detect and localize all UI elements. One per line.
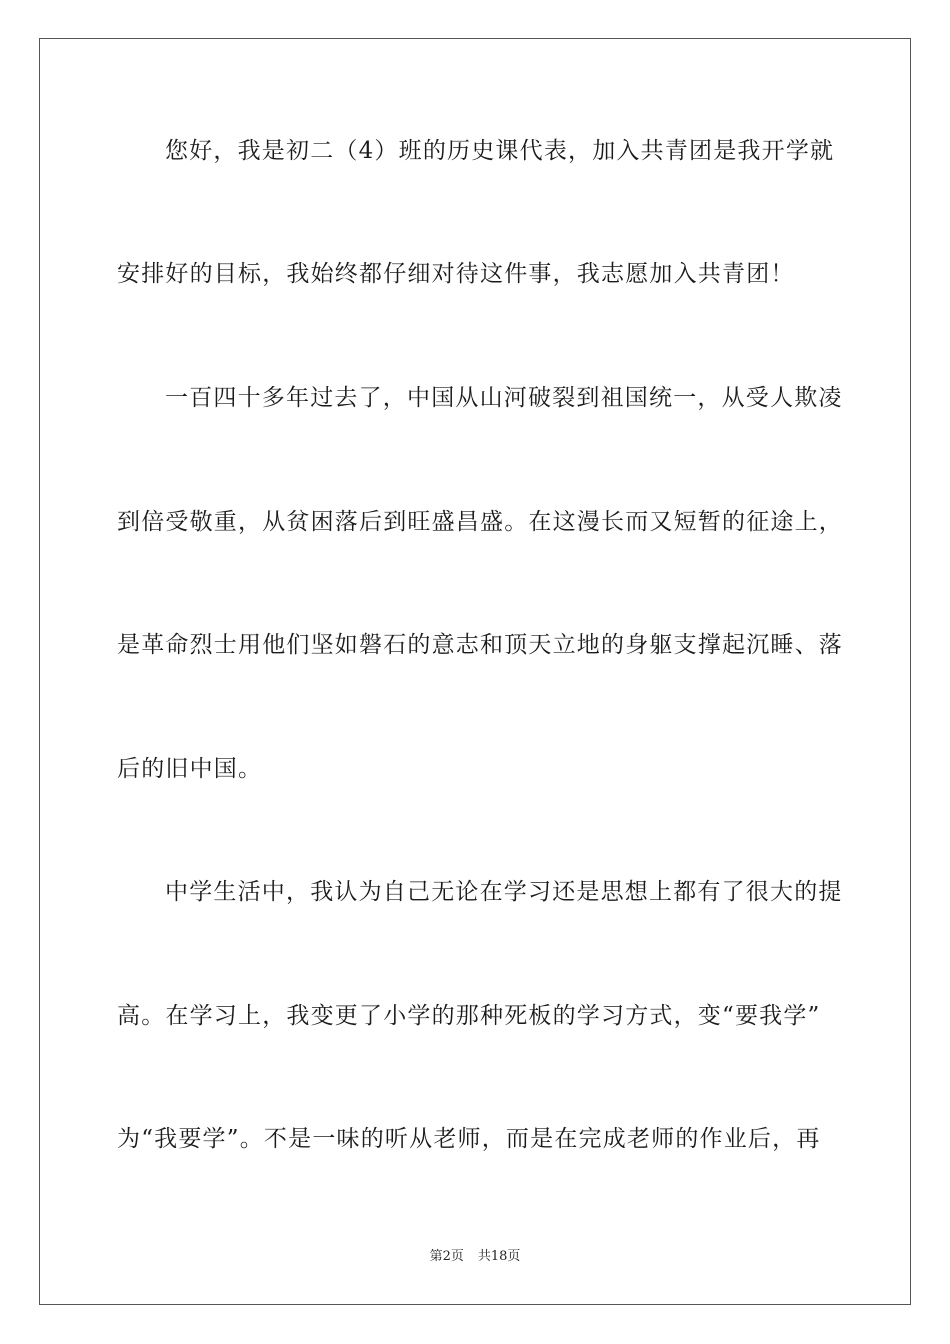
page-number: 第2页 [429, 1249, 464, 1264]
paragraph-2-line-1: 一百四十多年过去了，中国从山河破裂到祖国统一，从受人欺凌 [165, 385, 843, 411]
page-total: 共18页 [477, 1249, 521, 1264]
paragraph-2-line-4: 后的旧中国。 [117, 756, 263, 782]
paragraph-3-line-2: 高。在学习上，我变更了小学的那种死板的学习方式，变“要我学” [117, 1003, 821, 1029]
paragraph-3-line-1: 中学生活中，我认为自己无论在学习还是思想上都有了很大的提 [165, 879, 843, 905]
paragraph-1-line-1: 您好，我是初二（4）班的历史课代表，加入共青团是我开学就 [165, 138, 835, 164]
page-border [39, 38, 911, 1305]
paragraph-2-line-2: 到倍受敬重，从贫困落后到旺盛昌盛。在这漫长而又短暂的征途上， [117, 509, 843, 535]
paragraph-2-line-3: 是革命烈士用他们坚如磐石的意志和顶天立地的身躯支撑起沉睡、落 [117, 632, 843, 658]
page-footer [0, 1248, 950, 1266]
paragraph-1-line-2: 安排好的目标，我始终都仔细对待这件事，我志愿加入共青团！ [117, 261, 795, 287]
paragraph-3-line-3: 为“我要学”。不是一味的听从老师，而是在完成老师的作业后，再 [117, 1126, 821, 1152]
